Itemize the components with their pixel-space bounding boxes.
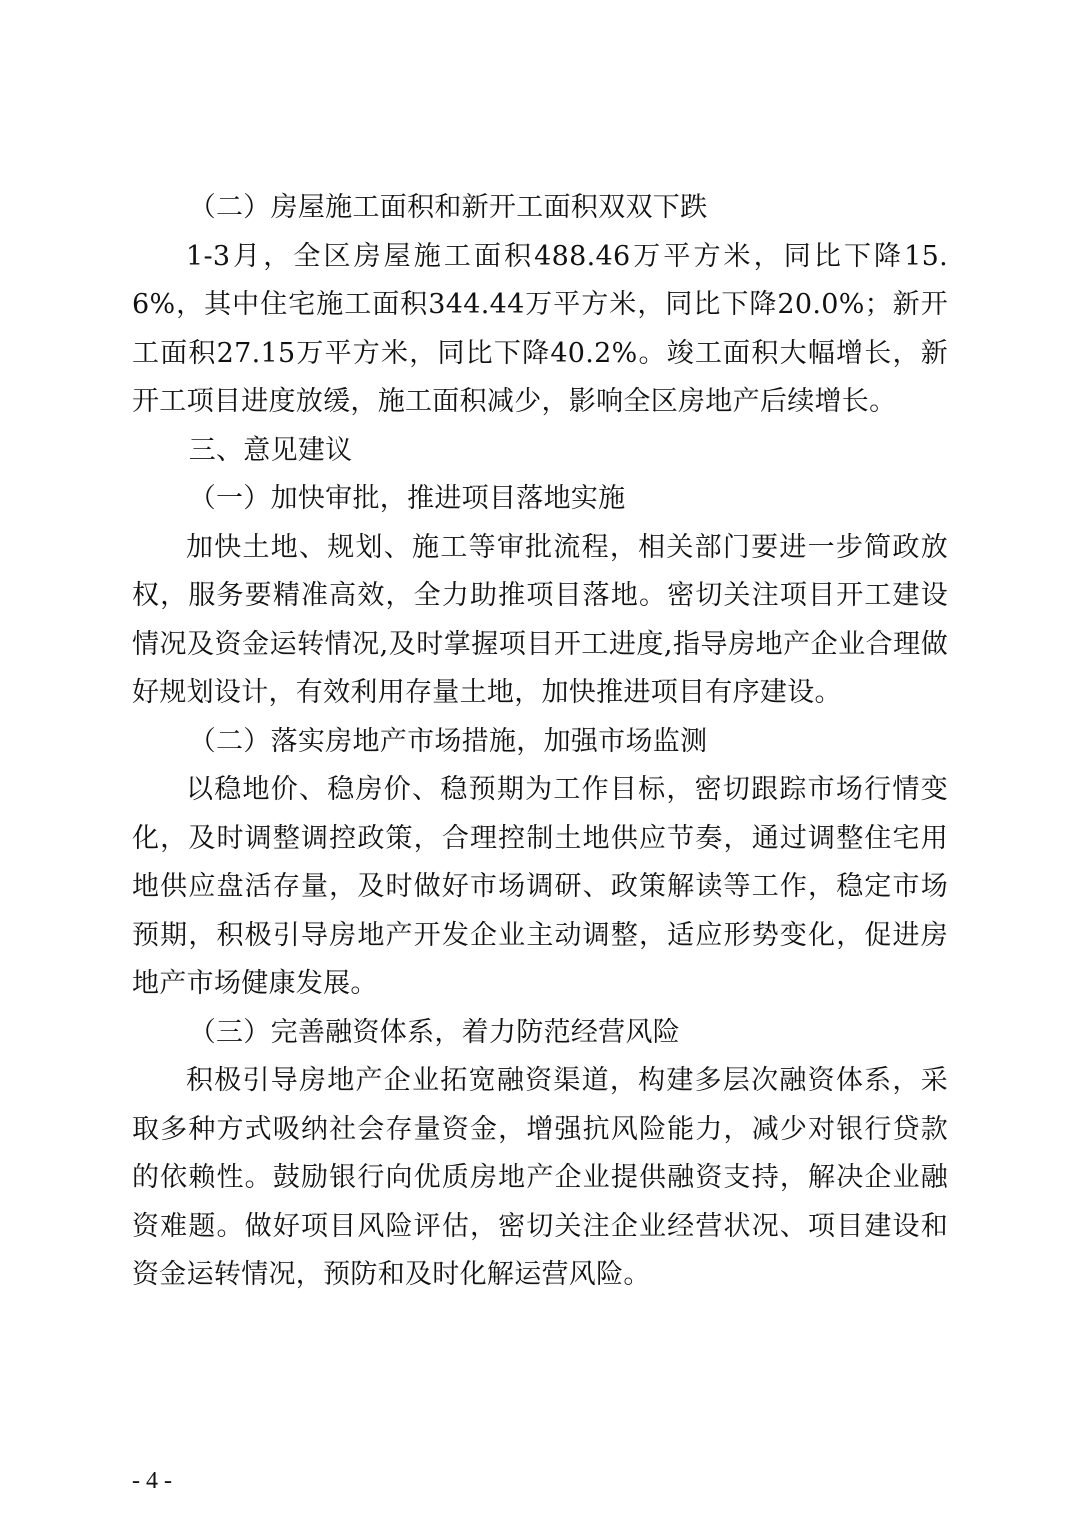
subsection-heading-construction-area: （二）房屋施工面积和新开工面积双双下跌: [188, 192, 708, 223]
subsection-heading-approval: （一）加快审批，推进项目落地实施: [188, 483, 626, 514]
page-number: - 4 -: [132, 1468, 172, 1494]
document-body: [132, 184, 948, 1300]
subsection-heading-market-measures: （二）落实房地产市场措施，加强市场监测: [188, 725, 708, 757]
paragraph-construction-area: 1-3月，全区房屋施工面积488.46万平方米，同比下降15.6%，其中住宅施工面积344.44万平方米，同比下降20.0%；新开工面积27.15万平方米，同比下降40.2%。竣工面积大幅增长，新开工项目进度放缓，施工面积减少，影响全区房地产后续增长。: [132, 240, 948, 417]
paragraph-financing: 积极引导房地产企业拓宽融资渠道，构建多层次融资体系，采取多种方式吸纳社会存量资金，增强抗风险能力，减少对银行贷款的依赖性。鼓励银行向优质房地产企业提供融资支持，解决企业融资难题。做好项目风险评估，密切关注企业经营状况、项目建设和资金运转情况，预防和及时化解运营风险。: [132, 1065, 948, 1290]
section-heading-suggestions: 三、意见建议: [188, 434, 353, 466]
subsection-heading-financing: （三）完善融资体系，着力防范经营风险: [188, 1016, 681, 1048]
paragraph-approval: 加快土地、规划、施工等审批流程，相关部门要进一步简政放权，服务要精准高效，全力助推项目落地。密切关注项目开工建设情况及资金运转情况,及时掌握项目开工进度,指导房地产企业合理做好规划设计，有效利用存量土地，加快推进项目有序建设。: [132, 531, 948, 708]
paragraph-market-measures: 以稳地价、稳房价、稳预期为工作目标，密切跟踪市场行情变化，及时调整调控政策，合理控制土地供应节奏，通过调整住宅用地供应盘活存量，及时做好市场调研、政策解读等工作，稳定市场预期，积极引导房地产开发企业主动调整，适应形势变化，促进房地产市场健康发展。: [132, 774, 948, 999]
